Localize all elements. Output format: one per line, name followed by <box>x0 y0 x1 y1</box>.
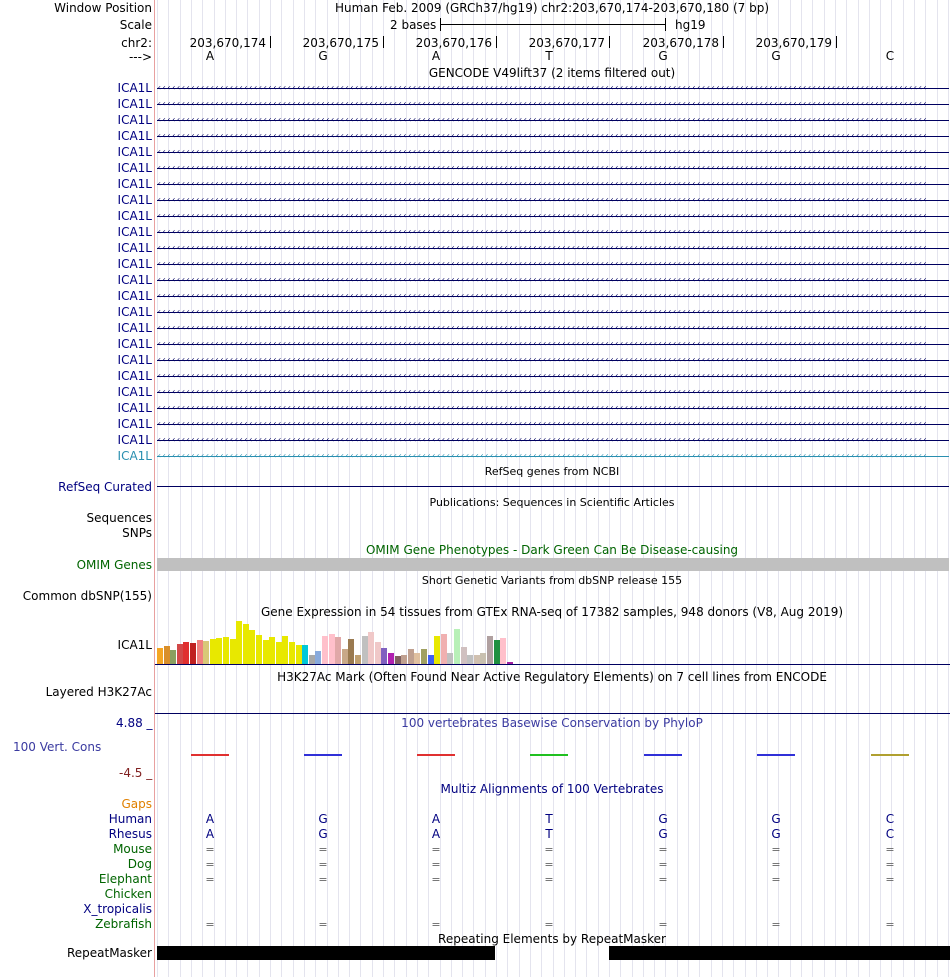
gencode-transcript[interactable] <box>157 308 949 316</box>
position-tick <box>496 36 497 48</box>
position-label: 203,670,179 <box>755 36 832 50</box>
gtex-bar[interactable] <box>282 636 288 664</box>
multiz-base: = <box>544 858 554 871</box>
multiz-base: = <box>544 873 554 886</box>
refseq-track-title[interactable]: RefSeq genes from NCBI <box>484 465 620 478</box>
gtex-bar[interactable] <box>190 643 196 664</box>
grid-line <box>722 0 723 977</box>
strand-arrows: ‹‹‹‹‹‹‹‹‹‹‹‹‹‹‹‹‹‹‹‹‹‹‹‹‹‹‹‹‹‹‹‹‹‹‹‹‹‹‹‹‹‹‹‹‹‹‹‹‹‹‹‹‹‹‹‹‹‹‹‹‹‹‹‹‹‹‹‹‹‹‹‹‹‹‹‹‹‹‹‹‹‹‹‹‹‹‹‹‹‹‹‹‹‹‹‹‹‹‹‹‹‹‹‹‹‹‹‹‹‹‹‹‹‹‹‹‹‹‹‹‹‹‹‹‹‹‹‹‹‹‹‹‹‹‹‹‹‹‹‹‹‹‹‹‹‹‹‹‹‹‹‹‹‹‹‹‹‹‹‹ <box>157 292 928 300</box>
multiz-base: = <box>771 858 781 871</box>
gencode-gene-label[interactable]: ICA1L <box>117 129 152 143</box>
grid-line <box>191 0 192 977</box>
gencode-gene-label[interactable]: ICA1L <box>117 209 152 223</box>
grid-line <box>236 0 237 977</box>
track-label-divider <box>154 0 155 977</box>
grid-line <box>620 0 621 977</box>
multiz-base: = <box>658 858 668 871</box>
strand-arrows: ‹‹‹‹‹‹‹‹‹‹‹‹‹‹‹‹‹‹‹‹‹‹‹‹‹‹‹‹‹‹‹‹‹‹‹‹‹‹‹‹‹‹‹‹‹‹‹‹‹‹‹‹‹‹‹‹‹‹‹‹‹‹‹‹‹‹‹‹‹‹‹‹‹‹‹‹‹‹‹‹‹‹‹‹‹‹‹‹‹‹‹‹‹‹‹‹‹‹‹‹‹‹‹‹‹‹‹‹‹‹‹‹‹‹‹‹‹‹‹‹‹‹‹‹‹‹‹‹‹‹‹‹‹‹‹‹‹‹‹‹‹‹‹‹‹‹‹‹‹‹‹‹‹‹‹‹‹‹‹‹ <box>157 84 928 92</box>
gencode-gene-label[interactable]: ICA1L <box>117 321 152 335</box>
strand-arrows: ‹‹‹‹‹‹‹‹‹‹‹‹‹‹‹‹‹‹‹‹‹‹‹‹‹‹‹‹‹‹‹‹‹‹‹‹‹‹‹‹‹‹‹‹‹‹‹‹‹‹‹‹‹‹‹‹‹‹‹‹‹‹‹‹‹‹‹‹‹‹‹‹‹‹‹‹‹‹‹‹‹‹‹‹‹‹‹‹‹‹‹‹‹‹‹‹‹‹‹‹‹‹‹‹‹‹‹‹‹‹‹‹‹‹‹‹‹‹‹‹‹‹‹‹‹‹‹‹‹‹‹‹‹‹‹‹‹‹‹‹‹‹‹‹‹‹‹‹‹‹‹‹‹‹‹‹‹‹‹‹ <box>157 372 928 380</box>
multiz-base: = <box>205 873 215 886</box>
gtex-bar[interactable] <box>368 632 374 664</box>
multiz-base: G <box>771 812 781 826</box>
gtex-bar[interactable] <box>256 635 262 664</box>
multiz-base: = <box>205 843 215 856</box>
gencode-transcript[interactable] <box>157 276 949 284</box>
strand-arrows: ‹‹‹‹‹‹‹‹‹‹‹‹‹‹‹‹‹‹‹‹‹‹‹‹‹‹‹‹‹‹‹‹‹‹‹‹‹‹‹‹‹‹‹‹‹‹‹‹‹‹‹‹‹‹‹‹‹‹‹‹‹‹‹‹‹‹‹‹‹‹‹‹‹‹‹‹‹‹‹‹‹‹‹‹‹‹‹‹‹‹‹‹‹‹‹‹‹‹‹‹‹‹‹‹‹‹‹‹‹‹‹‹‹‹‹‹‹‹‹‹‹‹‹‹‹‹‹‹‹‹‹‹‹‹‹‹‹‹‹‹‹‹‹‹‹‹‹‹‹‹‹‹‹‹‹‹‹‹‹‹ <box>157 116 928 124</box>
gencode-transcript[interactable] <box>157 292 949 300</box>
position-tick <box>270 36 271 48</box>
gencode-transcript[interactable] <box>157 212 949 220</box>
grid-line <box>553 0 554 977</box>
gencode-gene-label[interactable]: ICA1L <box>117 225 152 239</box>
strand-arrows: ‹‹‹‹‹‹‹‹‹‹‹‹‹‹‹‹‹‹‹‹‹‹‹‹‹‹‹‹‹‹‹‹‹‹‹‹‹‹‹‹‹‹‹‹‹‹‹‹‹‹‹‹‹‹‹‹‹‹‹‹‹‹‹‹‹‹‹‹‹‹‹‹‹‹‹‹‹‹‹‹‹‹‹‹‹‹‹‹‹‹‹‹‹‹‹‹‹‹‹‹‹‹‹‹‹‹‹‹‹‹‹‹‹‹‹‹‹‹‹‹‹‹‹‹‹‹‹‹‹‹‹‹‹‹‹‹‹‹‹‹‹‹‹‹‹‹‹‹‹‹‹‹‹‹‹‹‹‹‹‹ <box>157 180 928 188</box>
gtex-bar[interactable] <box>157 648 163 664</box>
gencode-gene-label[interactable]: ICA1L <box>117 305 152 319</box>
strand-arrows: ‹‹‹‹‹‹‹‹‹‹‹‹‹‹‹‹‹‹‹‹‹‹‹‹‹‹‹‹‹‹‹‹‹‹‹‹‹‹‹‹‹‹‹‹‹‹‹‹‹‹‹‹‹‹‹‹‹‹‹‹‹‹‹‹‹‹‹‹‹‹‹‹‹‹‹‹‹‹‹‹‹‹‹‹‹‹‹‹‹‹‹‹‹‹‹‹‹‹‹‹‹‹‹‹‹‹‹‹‹‹‹‹‹‹‹‹‹‹‹‹‹‹‹‹‹‹‹‹‹‹‹‹‹‹‹‹‹‹‹‹‹‹‹‹‹‹‹‹‹‹‹‹‹‹‹‹‹‹‹‹ <box>157 212 928 220</box>
gencode-transcript[interactable] <box>157 228 949 236</box>
grid-line <box>575 0 576 977</box>
gtex-bar[interactable] <box>203 641 209 664</box>
refseq-label[interactable]: RefSeq Curated <box>58 480 152 494</box>
h3k27ac-label[interactable]: Layered H3K27Ac <box>45 685 152 699</box>
publications-sequences-label[interactable]: Sequences <box>86 511 152 525</box>
multiz-base: = <box>771 918 781 931</box>
omim-label[interactable]: OMIM Genes <box>76 558 152 572</box>
multiz-base: = <box>544 843 554 856</box>
publications-snps-label[interactable]: SNPs <box>122 526 152 540</box>
grid-line <box>903 0 904 977</box>
gtex-bar[interactable] <box>447 653 453 664</box>
strand-arrows: ‹‹‹‹‹‹‹‹‹‹‹‹‹‹‹‹‹‹‹‹‹‹‹‹‹‹‹‹‹‹‹‹‹‹‹‹‹‹‹‹‹‹‹‹‹‹‹‹‹‹‹‹‹‹‹‹‹‹‹‹‹‹‹‹‹‹‹‹‹‹‹‹‹‹‹‹‹‹‹‹‹‹‹‹‹‹‹‹‹‹‹‹‹‹‹‹‹‹‹‹‹‹‹‹‹‹‹‹‹‹‹‹‹‹‹‹‹‹‹‹‹‹‹‹‹‹‹‹‹‹‹‹‹‹‹‹‹‹‹‹‹‹‹‹‹‹‹‹‹‹‹‹‹‹‹‹‹‹‹‹ <box>157 308 928 316</box>
gtex-bar[interactable] <box>289 642 295 664</box>
multiz-species-label[interactable]: X_tropicalis <box>83 902 152 916</box>
multiz-base: G <box>318 812 328 826</box>
grid-line <box>428 0 429 977</box>
base-letter: A <box>205 49 215 63</box>
gtex-bar[interactable] <box>500 638 506 664</box>
gencode-transcript[interactable] <box>157 404 949 412</box>
multiz-base: A <box>431 827 441 841</box>
gtex-bar-chart[interactable] <box>157 620 537 664</box>
grid-line <box>349 0 350 977</box>
position-label: 203,670,175 <box>302 36 379 50</box>
gencode-gene-label[interactable]: ICA1L <box>117 97 152 111</box>
position-tick <box>609 36 610 48</box>
gencode-gene-label[interactable]: ICA1L <box>117 193 152 207</box>
gtex-bar[interactable] <box>401 655 407 664</box>
phylop-min-label: -4.5 _ <box>119 766 153 780</box>
gencode-transcript[interactable] <box>157 340 949 348</box>
multiz-base: = <box>431 858 441 871</box>
gtex-track-title[interactable]: Gene Expression in 54 tissues from GTEx RNA-seq of 17382 samples, 948 donors (V8, Aug 2019) <box>260 605 844 619</box>
strand-arrows: ‹‹‹‹‹‹‹‹‹‹‹‹‹‹‹‹‹‹‹‹‹‹‹‹‹‹‹‹‹‹‹‹‹‹‹‹‹‹‹‹‹‹‹‹‹‹‹‹‹‹‹‹‹‹‹‹‹‹‹‹‹‹‹‹‹‹‹‹‹‹‹‹‹‹‹‹‹‹‹‹‹‹‹‹‹‹‹‹‹‹‹‹‹‹‹‹‹‹‹‹‹‹‹‹‹‹‹‹‹‹‹‹‹‹‹‹‹‹‹‹‹‹‹‹‹‹‹‹‹‹‹‹‹‹‹‹‹‹‹‹‹‹‹‹‹‹‹‹‹‹‹‹‹‹‹‹‹‹‹‹ <box>157 196 928 204</box>
gencode-track-title[interactable]: GENCODE V49lift37 (2 items filtered out) <box>428 66 676 80</box>
multiz-base: = <box>318 858 328 871</box>
strand-arrows: ‹‹‹‹‹‹‹‹‹‹‹‹‹‹‹‹‹‹‹‹‹‹‹‹‹‹‹‹‹‹‹‹‹‹‹‹‹‹‹‹‹‹‹‹‹‹‹‹‹‹‹‹‹‹‹‹‹‹‹‹‹‹‹‹‹‹‹‹‹‹‹‹‹‹‹‹‹‹‹‹‹‹‹‹‹‹‹‹‹‹‹‹‹‹‹‹‹‹‹‹‹‹‹‹‹‹‹‹‹‹‹‹‹‹‹‹‹‹‹‹‹‹‹‹‹‹‹‹‹‹‹‹‹‹‹‹‹‹‹‹‹‹‹‹‹‹‹‹‹‹‹‹‹‹‹‹‹‹‹‹ <box>157 228 928 236</box>
gtex-bar[interactable] <box>487 636 493 664</box>
gtex-bar[interactable] <box>335 637 341 664</box>
phylop-bar[interactable] <box>417 754 455 756</box>
position-tick <box>383 36 384 48</box>
phylop-bar[interactable] <box>644 754 682 756</box>
multiz-base: = <box>771 873 781 886</box>
grid-line <box>609 0 610 977</box>
multiz-base: A <box>431 812 441 826</box>
scale-text: 2 bases <box>390 18 437 32</box>
base-letter: G <box>318 49 328 63</box>
grid-line <box>801 0 802 977</box>
multiz-base: = <box>885 918 895 931</box>
gencode-gene-label[interactable]: ICA1L <box>117 289 152 303</box>
multiz-base: T <box>545 812 553 826</box>
grid-line <box>202 0 203 977</box>
multiz-base: = <box>885 858 895 871</box>
grid-line <box>372 0 373 977</box>
grid-line <box>745 0 746 977</box>
multiz-base: G <box>658 812 668 826</box>
multiz-base: = <box>205 858 215 871</box>
gtex-bar[interactable] <box>170 650 176 664</box>
phylop-bar[interactable] <box>304 754 342 756</box>
strand-arrows: ‹‹‹‹‹‹‹‹‹‹‹‹‹‹‹‹‹‹‹‹‹‹‹‹‹‹‹‹‹‹‹‹‹‹‹‹‹‹‹‹‹‹‹‹‹‹‹‹‹‹‹‹‹‹‹‹‹‹‹‹‹‹‹‹‹‹‹‹‹‹‹‹‹‹‹‹‹‹‹‹‹‹‹‹‹‹‹‹‹‹‹‹‹‹‹‹‹‹‹‹‹‹‹‹‹‹‹‹‹‹‹‹‹‹‹‹‹‹‹‹‹‹‹‹‹‹‹‹‹‹‹‹‹‹‹‹‹‹‹‹‹‹‹‹‹‹‹‹‹‹‹‹‹‹‹‹‹‹‹‹ <box>157 148 928 156</box>
multiz-base: = <box>771 843 781 856</box>
grid-line <box>315 0 316 977</box>
phylop-bar[interactable] <box>530 754 568 756</box>
phylop-label[interactable]: 100 Vert. Cons <box>13 740 102 754</box>
gencode-gene-label[interactable]: ICA1L <box>117 241 152 255</box>
multiz-base: = <box>205 918 215 931</box>
gtex-bar[interactable] <box>355 655 361 664</box>
grid-line <box>406 0 407 977</box>
gencode-gene-label[interactable]: ICA1L <box>117 353 152 367</box>
strand-arrows: ‹‹‹‹‹‹‹‹‹‹‹‹‹‹‹‹‹‹‹‹‹‹‹‹‹‹‹‹‹‹‹‹‹‹‹‹‹‹‹‹‹‹‹‹‹‹‹‹‹‹‹‹‹‹‹‹‹‹‹‹‹‹‹‹‹‹‹‹‹‹‹‹‹‹‹‹‹‹‹‹‹‹‹‹‹‹‹‹‹‹‹‹‹‹‹‹‹‹‹‹‹‹‹‹‹‹‹‹‹‹‹‹‹‹‹‹‹‹‹‹‹‹‹‹‹‹‹‹‹‹‹‹‹‹‹‹‹‹‹‹‹‹‹‹‹‹‹‹‹‹‹‹‹‹‹‹‹‹‹‹ <box>157 404 928 412</box>
gencode-gene-label[interactable]: ICA1L <box>117 385 152 399</box>
base-letter: A <box>431 49 441 63</box>
gencode-transcript[interactable] <box>157 244 949 252</box>
scale-assembly: hg19 <box>675 18 706 32</box>
grid-line <box>925 0 926 977</box>
gencode-transcript[interactable] <box>157 164 949 172</box>
multiz-base: = <box>431 918 441 931</box>
window-position-text: Human Feb. 2009 (GRCh37/hg19) chr2:203,670,174-203,670,180 (7 bp) <box>334 1 770 15</box>
gtex-bar[interactable] <box>223 637 229 664</box>
multiz-base: A <box>205 812 215 826</box>
grid-line <box>451 0 452 977</box>
grid-line <box>677 0 678 977</box>
gencode-gene-label[interactable]: ICA1L <box>117 145 152 159</box>
grid-line <box>564 0 565 977</box>
grid-line <box>914 0 915 977</box>
gencode-transcript[interactable] <box>157 356 949 364</box>
repeatmasker-label[interactable]: RepeatMasker <box>66 946 152 960</box>
position-tick <box>836 36 837 48</box>
gencode-gene-label[interactable]: ICA1L <box>117 273 152 287</box>
gencode-gene-label[interactable]: ICA1L <box>117 401 152 415</box>
grid-line <box>360 0 361 977</box>
gtex-bar[interactable] <box>480 653 486 664</box>
grid-line <box>790 0 791 977</box>
grid-line <box>688 0 689 977</box>
h3k27ac-baseline <box>155 713 950 714</box>
position-label: 203,670,178 <box>642 36 719 50</box>
grid-line <box>835 0 836 977</box>
omim-track-title[interactable]: OMIM Gene Phenotypes - Dark Green Can Be Disease-causing <box>365 543 739 557</box>
multiz-species-label[interactable]: Human <box>108 812 152 826</box>
grid-line <box>214 0 215 977</box>
gtex-bar[interactable] <box>467 655 473 664</box>
gencode-gene-label[interactable]: ICA1L <box>117 369 152 383</box>
base-letter: G <box>771 49 781 63</box>
gencode-transcript[interactable] <box>157 148 949 156</box>
gtex-bar[interactable] <box>454 629 460 664</box>
strand-arrows: ‹‹‹‹‹‹‹‹‹‹‹‹‹‹‹‹‹‹‹‹‹‹‹‹‹‹‹‹‹‹‹‹‹‹‹‹‹‹‹‹‹‹‹‹‹‹‹‹‹‹‹‹‹‹‹‹‹‹‹‹‹‹‹‹‹‹‹‹‹‹‹‹‹‹‹‹‹‹‹‹‹‹‹‹‹‹‹‹‹‹‹‹‹‹‹‹‹‹‹‹‹‹‹‹‹‹‹‹‹‹‹‹‹‹‹‹‹‹‹‹‹‹‹‹‹‹‹‹‹‹‹‹‹‹‹‹‹‹‹‹‹‹‹‹‹‹‹‹‹‹‹‹‹‹‹‹‹‹‹‹ <box>157 340 928 348</box>
multiz-species-label[interactable]: Elephant <box>98 872 152 886</box>
multiz-species-label[interactable]: Gaps <box>121 797 152 811</box>
grid-line <box>824 0 825 977</box>
grid-line <box>485 0 486 977</box>
grid-line <box>733 0 734 977</box>
gencode-gene-label[interactable]: ICA1L <box>117 177 152 191</box>
gencode-transcript[interactable] <box>157 420 949 428</box>
phylop-bar[interactable] <box>757 754 795 756</box>
grid-line <box>632 0 633 977</box>
strand-arrows: ‹‹‹‹‹‹‹‹‹‹‹‹‹‹‹‹‹‹‹‹‹‹‹‹‹‹‹‹‹‹‹‹‹‹‹‹‹‹‹‹‹‹‹‹‹‹‹‹‹‹‹‹‹‹‹‹‹‹‹‹‹‹‹‹‹‹‹‹‹‹‹‹‹‹‹‹‹‹‹‹‹‹‹‹‹‹‹‹‹‹‹‹‹‹‹‹‹‹‹‹‹‹‹‹‹‹‹‹‹‹‹‹‹‹‹‹‹‹‹‹‹‹‹‹‹‹‹‹‹‹‹‹‹‹‹‹‹‹‹‹‹‹‹‹‹‹‹‹‹‹‹‹‹‹‹‹‹‹‹‹ <box>157 276 928 284</box>
gencode-gene-label[interactable]: ICA1L <box>117 113 152 127</box>
position-label: 203,670,174 <box>189 36 266 50</box>
multiz-base: = <box>318 918 328 931</box>
gencode-transcript[interactable] <box>157 324 949 332</box>
grid-line <box>880 0 881 977</box>
multiz-track-title[interactable]: Multiz Alignments of 100 Vertebrates <box>440 782 664 796</box>
scale-bar-left-cap <box>440 18 441 31</box>
grid-line <box>767 0 768 977</box>
gtex-gene-label[interactable]: ICA1L <box>117 638 152 652</box>
multiz-species-label[interactable]: Zebrafish <box>95 917 152 931</box>
grid-line <box>180 0 181 977</box>
multiz-base: = <box>885 843 895 856</box>
grid-line <box>869 0 870 977</box>
grid-line <box>293 0 294 977</box>
phylop-max-label: 4.88 _ <box>116 716 153 730</box>
gtex-bar[interactable] <box>183 642 189 664</box>
grid-line <box>937 0 938 977</box>
position-label: 203,670,176 <box>415 36 492 50</box>
grid-line <box>598 0 599 977</box>
dbsnp-track-title[interactable]: Short Genetic Variants from dbSNP release 155 <box>421 574 683 587</box>
grid-line <box>530 0 531 977</box>
window-position-label: Window Position <box>54 1 152 15</box>
position-label: 203,670,177 <box>528 36 605 50</box>
multiz-species-label[interactable]: Dog <box>127 857 152 871</box>
phylop-track-title[interactable]: 100 vertebrates Basewise Conservation by PhyloP <box>401 716 703 730</box>
grid-line <box>473 0 474 977</box>
multiz-base: = <box>658 873 668 886</box>
gtex-baseline <box>155 664 950 665</box>
scale-bar-right-cap <box>665 18 666 31</box>
gtex-bar[interactable] <box>434 636 440 664</box>
grid-line <box>383 0 384 977</box>
publications-track-title[interactable]: Publications: Sequences in Scientific Articles <box>429 496 675 509</box>
gencode-transcript[interactable] <box>157 196 949 204</box>
grid-line <box>338 0 339 977</box>
gencode-transcript[interactable] <box>157 372 949 380</box>
strand-arrows: ‹‹‹‹‹‹‹‹‹‹‹‹‹‹‹‹‹‹‹‹‹‹‹‹‹‹‹‹‹‹‹‹‹‹‹‹‹‹‹‹‹‹‹‹‹‹‹‹‹‹‹‹‹‹‹‹‹‹‹‹‹‹‹‹‹‹‹‹‹‹‹‹‹‹‹‹‹‹‹‹‹‹‹‹‹‹‹‹‹‹‹‹‹‹‹‹‹‹‹‹‹‹‹‹‹‹‹‹‹‹‹‹‹‹‹‹‹‹‹‹‹‹‹‹‹‹‹‹‹‹‹‹‹‹‹‹‹‹‹‹‹‹‹‹‹‹‹‹‹‹‹‹‹‹‹‹‹‹‹‹ <box>157 452 928 460</box>
multiz-base: G <box>771 827 781 841</box>
gtex-bar[interactable] <box>414 653 420 664</box>
gtex-bar[interactable] <box>216 638 222 664</box>
repeatmasker-element-right[interactable] <box>609 946 950 960</box>
grid-line <box>168 0 169 977</box>
base-letter: G <box>658 49 668 63</box>
gtex-bar[interactable] <box>348 639 354 664</box>
multiz-base: G <box>658 827 668 841</box>
gtex-bar[interactable] <box>315 651 321 664</box>
grid-line <box>586 0 587 977</box>
refseq-gene-line[interactable] <box>157 486 949 487</box>
grid-line <box>846 0 847 977</box>
gencode-transcript[interactable] <box>157 84 949 92</box>
grid-line <box>270 0 271 977</box>
multiz-base: = <box>318 873 328 886</box>
position-tick <box>723 36 724 48</box>
grid-line <box>711 0 712 977</box>
strand-arrows: ‹‹‹‹‹‹‹‹‹‹‹‹‹‹‹‹‹‹‹‹‹‹‹‹‹‹‹‹‹‹‹‹‹‹‹‹‹‹‹‹‹‹‹‹‹‹‹‹‹‹‹‹‹‹‹‹‹‹‹‹‹‹‹‹‹‹‹‹‹‹‹‹‹‹‹‹‹‹‹‹‹‹‹‹‹‹‹‹‹‹‹‹‹‹‹‹‹‹‹‹‹‹‹‹‹‹‹‹‹‹‹‹‹‹‹‹‹‹‹‹‹‹‹‹‹‹‹‹‹‹‹‹‹‹‹‹‹‹‹‹‹‹‹‹‹‹‹‹‹‹‹‹‹‹‹‹‹‹‹‹ <box>157 100 928 108</box>
grid-line <box>281 0 282 977</box>
gtex-bar[interactable] <box>249 630 255 664</box>
grid-line <box>643 0 644 977</box>
multiz-base: = <box>318 843 328 856</box>
grid-line <box>858 0 859 977</box>
gencode-gene-label[interactable]: ICA1L <box>117 449 152 463</box>
multiz-base: = <box>431 873 441 886</box>
gtex-bar[interactable] <box>302 645 308 664</box>
grid-line <box>259 0 260 977</box>
dbsnp-label[interactable]: Common dbSNP(155) <box>22 589 152 603</box>
chrom-label: chr2: <box>121 36 152 50</box>
base-letter: T <box>545 49 553 63</box>
grid-line <box>394 0 395 977</box>
grid-line <box>225 0 226 977</box>
grid-line <box>440 0 441 977</box>
grid-line <box>948 0 949 977</box>
multiz-base: = <box>885 873 895 886</box>
scale-label: Scale <box>119 18 152 32</box>
gencode-transcript[interactable] <box>157 180 949 188</box>
scale-bar <box>440 24 666 25</box>
gtex-bar[interactable] <box>388 653 394 664</box>
multiz-species-label[interactable]: Chicken <box>104 887 152 901</box>
multiz-base: = <box>544 918 554 931</box>
gencode-transcript[interactable] <box>157 116 949 124</box>
gencode-gene-label[interactable]: ICA1L <box>117 257 152 271</box>
strand-arrows: ‹‹‹‹‹‹‹‹‹‹‹‹‹‹‹‹‹‹‹‹‹‹‹‹‹‹‹‹‹‹‹‹‹‹‹‹‹‹‹‹‹‹‹‹‹‹‹‹‹‹‹‹‹‹‹‹‹‹‹‹‹‹‹‹‹‹‹‹‹‹‹‹‹‹‹‹‹‹‹‹‹‹‹‹‹‹‹‹‹‹‹‹‹‹‹‹‹‹‹‹‹‹‹‹‹‹‹‹‹‹‹‹‹‹‹‹‹‹‹‹‹‹‹‹‹‹‹‹‹‹‹‹‹‹‹‹‹‹‹‹‹‹‹‹‹‹‹‹‹‹‹‹‹‹‹‹‹‹‹‹ <box>157 260 928 268</box>
multiz-base: A <box>205 827 215 841</box>
grid-line <box>496 0 497 977</box>
gencode-gene-label[interactable]: ICA1L <box>117 161 152 175</box>
base-letter: C <box>885 49 895 63</box>
omim-bar[interactable] <box>157 558 949 571</box>
grid-line <box>654 0 655 977</box>
strand-arrows: ‹‹‹‹‹‹‹‹‹‹‹‹‹‹‹‹‹‹‹‹‹‹‹‹‹‹‹‹‹‹‹‹‹‹‹‹‹‹‹‹‹‹‹‹‹‹‹‹‹‹‹‹‹‹‹‹‹‹‹‹‹‹‹‹‹‹‹‹‹‹‹‹‹‹‹‹‹‹‹‹‹‹‹‹‹‹‹‹‹‹‹‹‹‹‹‹‹‹‹‹‹‹‹‹‹‹‹‹‹‹‹‹‹‹‹‹‹‹‹‹‹‹‹‹‹‹‹‹‹‹‹‹‹‹‹‹‹‹‹‹‹‹‹‹‹‹‹‹‹‹‹‹‹‹‹‹‹‹‹‹ <box>157 420 928 428</box>
repeatmasker-track-title[interactable]: Repeating Elements by RepeatMasker <box>438 932 666 946</box>
gencode-transcript[interactable] <box>157 388 949 396</box>
grid-line <box>519 0 520 977</box>
multiz-species-label[interactable]: Rhesus <box>108 827 152 841</box>
grid-line <box>157 0 158 977</box>
phylop-bar[interactable] <box>871 754 909 756</box>
multiz-base: = <box>658 918 668 931</box>
gencode-gene-label[interactable]: ICA1L <box>117 433 152 447</box>
multiz-base: C <box>885 827 895 841</box>
gencode-transcript[interactable] <box>157 100 949 108</box>
multiz-base: = <box>431 843 441 856</box>
gencode-gene-label[interactable]: ICA1L <box>117 337 152 351</box>
gencode-gene-label[interactable]: ICA1L <box>117 417 152 431</box>
grid-line <box>417 0 418 977</box>
strand-arrows: ‹‹‹‹‹‹‹‹‹‹‹‹‹‹‹‹‹‹‹‹‹‹‹‹‹‹‹‹‹‹‹‹‹‹‹‹‹‹‹‹‹‹‹‹‹‹‹‹‹‹‹‹‹‹‹‹‹‹‹‹‹‹‹‹‹‹‹‹‹‹‹‹‹‹‹‹‹‹‹‹‹‹‹‹‹‹‹‹‹‹‹‹‹‹‹‹‹‹‹‹‹‹‹‹‹‹‹‹‹‹‹‹‹‹‹‹‹‹‹‹‹‹‹‹‹‹‹‹‹‹‹‹‹‹‹‹‹‹‹‹‹‹‹‹‹‹‹‹‹‹‹‹‹‹‹‹‹‹‹‹ <box>157 244 928 252</box>
grid-line <box>756 0 757 977</box>
strand-label: ---> <box>128 50 152 64</box>
multiz-base: G <box>318 827 328 841</box>
grid-line <box>247 0 248 977</box>
multiz-base: C <box>885 812 895 826</box>
gencode-transcript[interactable] <box>157 452 949 460</box>
grid-line <box>541 0 542 977</box>
strand-arrows: ‹‹‹‹‹‹‹‹‹‹‹‹‹‹‹‹‹‹‹‹‹‹‹‹‹‹‹‹‹‹‹‹‹‹‹‹‹‹‹‹‹‹‹‹‹‹‹‹‹‹‹‹‹‹‹‹‹‹‹‹‹‹‹‹‹‹‹‹‹‹‹‹‹‹‹‹‹‹‹‹‹‹‹‹‹‹‹‹‹‹‹‹‹‹‹‹‹‹‹‹‹‹‹‹‹‹‹‹‹‹‹‹‹‹‹‹‹‹‹‹‹‹‹‹‹‹‹‹‹‹‹‹‹‹‹‹‹‹‹‹‹‹‹‹‹‹‹‹‹‹‹‹‹‹‹‹‹‹‹‹ <box>157 388 928 396</box>
gencode-transcript[interactable] <box>157 132 949 140</box>
strand-arrows: ‹‹‹‹‹‹‹‹‹‹‹‹‹‹‹‹‹‹‹‹‹‹‹‹‹‹‹‹‹‹‹‹‹‹‹‹‹‹‹‹‹‹‹‹‹‹‹‹‹‹‹‹‹‹‹‹‹‹‹‹‹‹‹‹‹‹‹‹‹‹‹‹‹‹‹‹‹‹‹‹‹‹‹‹‹‹‹‹‹‹‹‹‹‹‹‹‹‹‹‹‹‹‹‹‹‹‹‹‹‹‹‹‹‹‹‹‹‹‹‹‹‹‹‹‹‹‹‹‹‹‹‹‹‹‹‹‹‹‹‹‹‹‹‹‹‹‹‹‹‹‹‹‹‹‹‹‹‹‹‹ <box>157 356 928 364</box>
gencode-gene-label[interactable]: ICA1L <box>117 81 152 95</box>
grid-line <box>812 0 813 977</box>
gtex-bar[interactable] <box>381 648 387 664</box>
gtex-bar[interactable] <box>421 649 427 664</box>
gtex-bar[interactable] <box>236 621 242 664</box>
grid-line <box>699 0 700 977</box>
gtex-bar[interactable] <box>322 636 328 664</box>
strand-arrows: ‹‹‹‹‹‹‹‹‹‹‹‹‹‹‹‹‹‹‹‹‹‹‹‹‹‹‹‹‹‹‹‹‹‹‹‹‹‹‹‹‹‹‹‹‹‹‹‹‹‹‹‹‹‹‹‹‹‹‹‹‹‹‹‹‹‹‹‹‹‹‹‹‹‹‹‹‹‹‹‹‹‹‹‹‹‹‹‹‹‹‹‹‹‹‹‹‹‹‹‹‹‹‹‹‹‹‹‹‹‹‹‹‹‹‹‹‹‹‹‹‹‹‹‹‹‹‹‹‹‹‹‹‹‹‹‹‹‹‹‹‹‹‹‹‹‹‹‹‹‹‹‹‹‹‹‹‹‹‹‹ <box>157 324 928 332</box>
phylop-bar[interactable] <box>191 754 229 756</box>
gtex-bar[interactable] <box>269 637 275 664</box>
grid-line <box>304 0 305 977</box>
h3k27ac-track-title[interactable]: H3K27Ac Mark (Often Found Near Active Regulatory Elements) on 7 cell lines from ENCODE <box>277 670 827 684</box>
gencode-transcript[interactable] <box>157 260 949 268</box>
strand-arrows: ‹‹‹‹‹‹‹‹‹‹‹‹‹‹‹‹‹‹‹‹‹‹‹‹‹‹‹‹‹‹‹‹‹‹‹‹‹‹‹‹‹‹‹‹‹‹‹‹‹‹‹‹‹‹‹‹‹‹‹‹‹‹‹‹‹‹‹‹‹‹‹‹‹‹‹‹‹‹‹‹‹‹‹‹‹‹‹‹‹‹‹‹‹‹‹‹‹‹‹‹‹‹‹‹‹‹‹‹‹‹‹‹‹‹‹‹‹‹‹‹‹‹‹‹‹‹‹‹‹‹‹‹‹‹‹‹‹‹‹‹‹‹‹‹‹‹‹‹‹‹‹‹‹‹‹‹‹‹‹‹ <box>157 132 928 140</box>
multiz-base: T <box>545 827 553 841</box>
multiz-species-label[interactable]: Mouse <box>113 842 152 856</box>
grid-line <box>462 0 463 977</box>
strand-arrows: ‹‹‹‹‹‹‹‹‹‹‹‹‹‹‹‹‹‹‹‹‹‹‹‹‹‹‹‹‹‹‹‹‹‹‹‹‹‹‹‹‹‹‹‹‹‹‹‹‹‹‹‹‹‹‹‹‹‹‹‹‹‹‹‹‹‹‹‹‹‹‹‹‹‹‹‹‹‹‹‹‹‹‹‹‹‹‹‹‹‹‹‹‹‹‹‹‹‹‹‹‹‹‹‹‹‹‹‹‹‹‹‹‹‹‹‹‹‹‹‹‹‹‹‹‹‹‹‹‹‹‹‹‹‹‹‹‹‹‹‹‹‹‹‹‹‹‹‹‹‹‹‹‹‹‹‹‹‹‹‹ <box>157 436 928 444</box>
gencode-transcript[interactable] <box>157 436 949 444</box>
repeatmasker-element-left[interactable] <box>157 946 495 960</box>
strand-arrows: ‹‹‹‹‹‹‹‹‹‹‹‹‹‹‹‹‹‹‹‹‹‹‹‹‹‹‹‹‹‹‹‹‹‹‹‹‹‹‹‹‹‹‹‹‹‹‹‹‹‹‹‹‹‹‹‹‹‹‹‹‹‹‹‹‹‹‹‹‹‹‹‹‹‹‹‹‹‹‹‹‹‹‹‹‹‹‹‹‹‹‹‹‹‹‹‹‹‹‹‹‹‹‹‹‹‹‹‹‹‹‹‹‹‹‹‹‹‹‹‹‹‹‹‹‹‹‹‹‹‹‹‹‹‹‹‹‹‹‹‹‹‹‹‹‹‹‹‹‹‹‹‹‹‹‹‹‹‹‹‹ <box>157 164 928 172</box>
multiz-base: = <box>658 843 668 856</box>
grid-line <box>507 0 508 977</box>
